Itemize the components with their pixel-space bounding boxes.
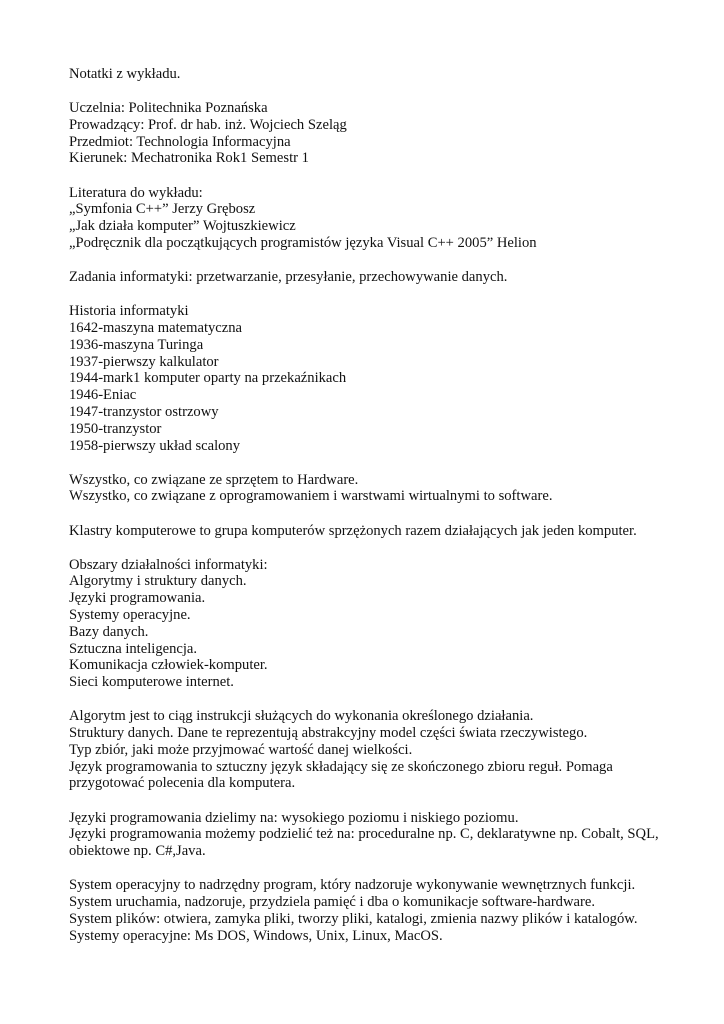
definition-type: Typ zbiór, jaki może przyjmować wartość danej wielkości. (69, 741, 413, 758)
course-info (69, 100, 669, 167)
literature-item: „Podręcznik dla początkujących programistów języka Visual C++ 2005” Helion (69, 234, 537, 251)
tasks-paragraph: Zadania informatyki: przetwarzanie, przesyłanie, przechowywanie danych. (69, 269, 508, 286)
paragraph-gap (69, 792, 669, 809)
areas-item: Algorytmy i struktury danych. (69, 573, 247, 590)
paragraph-gap (69, 454, 669, 471)
history-section (69, 303, 669, 454)
definition-programming-language: Język programowania to sztuczny język składający się ze skończonego zbioru reguł. Pomaga przygotować polecenia dla komputera. (69, 758, 613, 792)
history-heading: Historia informatyki (69, 303, 189, 320)
areas-item: Sieci komputerowe internet. (69, 674, 234, 691)
areas-heading: Obszary działalności informatyki: (69, 556, 268, 573)
paragraph-gap (69, 691, 669, 708)
literature-section (69, 185, 669, 252)
areas-item: Sztuczna inteligencja. (69, 640, 198, 657)
course-info-subject: Przedmiot: Technologia Informacyjna (69, 133, 291, 150)
software-line: Wszystko, co związane z oprogramowaniem i warstwami wirtualnymi to software. (69, 488, 553, 505)
hardware-line: Wszystko, co związane ze sprzętem to Hardware. (69, 471, 359, 488)
hardware-software-section (69, 472, 669, 506)
document-title: Notatki z wykładu. (69, 66, 181, 82)
languages-paradigms: Języki programowania możemy podzielić też na: proceduralne np. C, deklaratywne np. Cobalt, SQL, obiektowe np. C#,Java. (69, 826, 659, 860)
operating-system-section (69, 877, 669, 944)
definition-data-structures: Struktury danych. Dane te reprezentują abstrakcyjny model części świata rzeczywistego. (69, 725, 588, 742)
history-item: 1946-Eniac (69, 387, 137, 404)
literature-item: „Symfonia C++” Jerzy Grębosz (69, 201, 256, 218)
course-info-university: Uczelnia: Politechnika Poznańska (69, 100, 268, 117)
paragraph-gap (69, 83, 669, 100)
areas-item: Komunikacja człowiek-komputer. (69, 657, 268, 674)
paragraph-gap (69, 505, 669, 522)
areas-section (69, 557, 669, 691)
os-examples: Systemy operacyjne: Ms DOS, Windows, Unix, Linux, MacOS. (69, 927, 443, 944)
languages-section (69, 810, 669, 860)
history-item: 1936-maszyna Turinga (69, 336, 204, 353)
definition-algorithm: Algorytm jest to ciąg instrukcji służących do wykonania określonego działania. (69, 708, 534, 725)
os-definition: System operacyjny to nadrzędny program, który nadzoruje wykonywanie wewnętrznych funkcji. (69, 877, 636, 894)
definitions-section (69, 708, 669, 792)
literature-heading: Literatura do wykładu: (69, 184, 203, 201)
paragraph-gap (69, 286, 669, 303)
history-item: 1642-maszyna matematyczna (69, 319, 243, 336)
course-info-major: Kierunek: Mechatronika Rok1 Semestr 1 (69, 150, 309, 167)
history-item: 1947-tranzystor ostrzowy (69, 403, 219, 420)
history-item: 1958-pierwszy układ scalony (69, 437, 241, 454)
paragraph-gap (69, 252, 669, 269)
languages-levels: Języki programowania dzielimy na: wysokiego poziomu i niskiego poziomu. (69, 809, 519, 826)
areas-item: Języki programowania. (69, 590, 206, 607)
areas-item: Bazy danych. (69, 623, 149, 640)
os-file-system: System plików: otwiera, zamyka pliki, tworzy pliki, katalogi, zmienia nazwy plików i katalogów. (69, 910, 638, 927)
areas-item: Systemy operacyjne. (69, 607, 191, 623)
history-item: 1944-mark1 komputer oparty na przekaźnikach (69, 370, 347, 387)
course-info-lecturer: Prowadzący: Prof. dr hab. inż. Wojciech Szeląg (69, 116, 347, 133)
paragraph-gap (69, 167, 669, 184)
history-item: 1937-pierwszy kalkulator (69, 353, 219, 370)
history-item: 1950-tranzystor (69, 420, 162, 437)
paragraph-gap (69, 860, 669, 877)
literature-item: „Jak działa komputer” Wojtuszkiewicz (69, 218, 296, 235)
clusters-paragraph: Klastry komputerowe to grupa komputerów sprzężonych razem działających jak jeden komputer. (69, 522, 637, 539)
os-functions: System uruchamia, nadzoruje, przydziela pamięć i dba o komunikacje software-hardware. (69, 894, 595, 911)
paragraph-gap (69, 539, 669, 556)
document-page (69, 66, 669, 944)
